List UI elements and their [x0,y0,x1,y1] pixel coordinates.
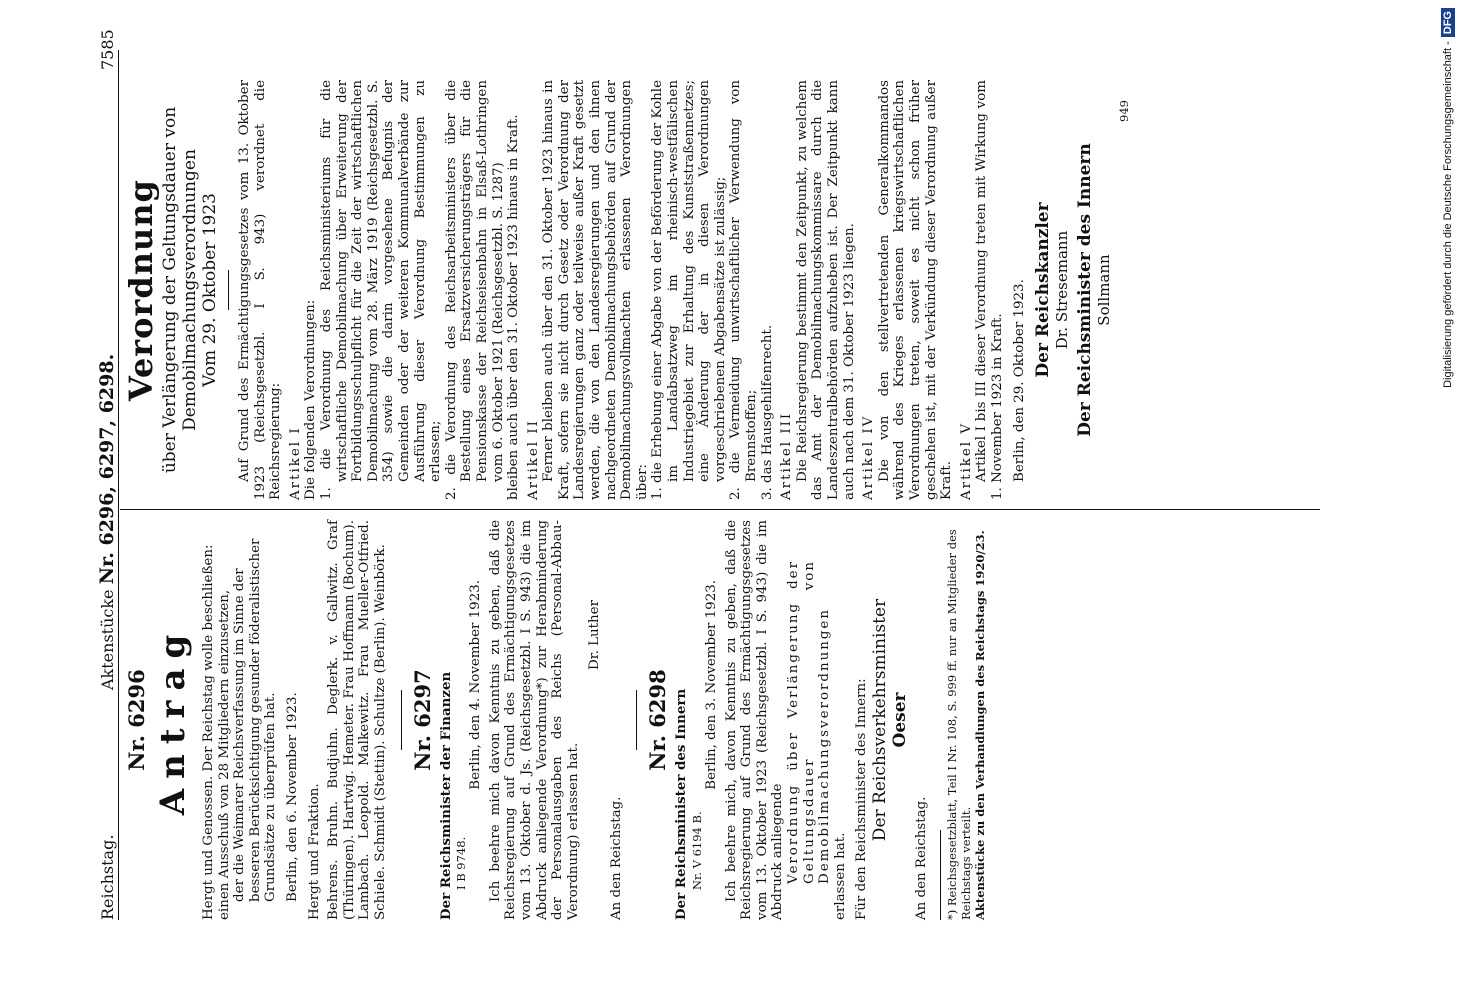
art2-item-2: 2. die Vermeidung unwirtschaftlicher Verwendung von Brennstoffen; [728,80,759,500]
doc6296-line-3: der die Weimarer Reichsverfassung im Sinne der [232,568,248,902]
sig1-title: Der Reichskanzler [1033,202,1054,378]
art1-intro: Die folgenden Verordnungen: [303,299,319,500]
verordnung-subtitle-2: Demobilmachungsverordnungen [180,149,200,431]
art1-item-1: 1. die Verordnung des Reichsministeriums für die wirtschaftliche Demobilmachung über Erweiterung der Fortbildungsschulpflicht für die Zeit der wirtschaftlichen Demobilmachung vom 28. März 1919 (Reichsgesetzbl. S. 354) sowie die darin vorgesehene Befugnis der Gemeinden oder der weiteren Kommunalverbände zur Ausführung dieser Verordnung Bestimmungen zu erlassen; [318,80,444,500]
doc6297-signature: Dr. Luther [587,600,603,671]
art4-head: Artikel IV [861,414,877,500]
footnote-line-1: *) Reichsgesetzblatt, Teil I Nr. 108, S. 999 ff. nur an Mitglieder des Reichstags verteilt. [944,529,973,920]
doc6298-number: Nr. 6298 [645,669,671,771]
separator [401,690,402,750]
doc6296-title: Antrag [153,624,193,816]
doc6297-address: An den Reichstag. [608,796,624,920]
doc6298-address: An den Reichstag. [914,796,929,920]
doc6298-text: Ich beehre mich, davon Kenntnis zu geben, daß die Reichsregierung auf Grund des Ermächtigungsgesetzes vom 13. Oktober 1923 (Reichsgesetzbl. I S. 943) die im Abdruck anliegende [723,520,786,920]
art1-end: bleiben auch über den 31. Oktober 1923 hinaus in Kraft. [506,114,522,500]
doc6296-number: Nr. 6296 [124,669,149,771]
doc6298-for-label: Für den Reichsminister des Innern: [854,678,870,920]
header-left: Reichstag. [98,834,117,920]
separator [636,690,637,750]
separator [228,270,229,310]
art5-text: Artikel I bis III dieser Verordnung treten mit Wirkung vom 1. November 1923 in Kraft. [974,80,1005,500]
doc6297-date: Berlin, den 4. November 1923. [468,580,484,790]
dfg-note-label: Digitalisierung gefördert durch die Deutsche Forschungsgemeinschaft - [1442,41,1454,388]
dfg-note-text [1438,8,1458,388]
verordnung-subtitle-1: über Verlängerung der Geltungsdauer von [160,106,180,474]
art1-head: Artikel I [287,426,303,500]
art4-text: Die von den stellvertretenden Generalkommandos während des Krieges erlassenen kriegswirtschaftlichen Verordnungen treten, soweit es nicht schon früher geschehen ist, mit der Verkündung dieser Verordnung außer Kraft. [876,80,955,500]
doc6296-date: Berlin, den 6. November 1923. [284,692,300,902]
doc6296-line-2: einen Ausschuß von 28 Mitgliedern einzusetzen, [216,589,232,920]
sig2-name: Sollmann [1095,254,1114,326]
right-column [118,80,1131,500]
doc6298-quoted: Verordnung über Verlängerung der Geltungsdauer von Demobilmachungsverordnungen [786,560,833,884]
doc6296-line-4: besseren Berücksichtigung gesunder föderalistischer [247,538,263,902]
column-divider [120,509,1320,510]
left-column [118,520,987,920]
doc6298-date: Berlin, den 3. November 1923. [704,580,720,790]
footnote-line-2: Aktenstücke zu den Verhandlungen des Reichstags 1920/23. [972,530,987,920]
dfg-note [1418,8,1454,388]
verordnung-date-line: Vom 29. Oktober 1923 [200,193,220,387]
doc6296-signers-head: Hergt und Fraktion. [306,783,322,920]
art2-head: Artikel II [525,419,541,500]
art3-text: Die Reichsregierung bestimmt den Zeitpunkt, zu welchem das Amt der Demobilmachungskommissare durch die Landeszentralbehörden aufzuheben ist. Der Zeitpunkt kann auch nach dem 31. Oktober 1923 liegen. [794,80,857,500]
doc6297-sender: Der Reichsminister der Finanzen [437,671,454,920]
footnote-rule [940,830,941,920]
header-center-prefix: Aktenstücke [98,589,117,690]
doc6297-number: Nr. 6297 [409,669,435,771]
dfg-logo: DFG [1441,8,1455,37]
art2-item-3: 3. das Hausgehilfenrecht. [759,324,775,500]
art5-head: Artikel V [958,422,974,500]
doc6296-body [201,520,279,920]
doc6298-sender: Der Reichsminister des Innern [673,688,690,920]
verordnung-preamble: Auf Grund des Ermächtigungsgesetzes vom 13. Oktober 1923 (Reichsgesetzbl. I S. 943) verordnet die Reichsregierung: [237,80,284,500]
doc6298-after: erlassen hat. [832,832,848,920]
doc6296-line-5: Grundsätze zu überprüfen hat. [263,692,279,902]
verordnung-folio: 949 [1117,100,1132,122]
page-number: 7585 [98,29,117,70]
art1-item-2: 2. die Verordnung des Reichsarbeitsministers über die Bestellung eines Ersatzversicherungsträgers für die Pensionskasse der Reichseisenbahn in Elsaß-Lothringen vom 6. Oktober 1921 (Reichsgesetzbl. S. 1287) [443,80,506,500]
doc6296-line-1: Hergt und Genossen. Der Reichstag wolle beschließen: [201,544,216,920]
header-center [96,354,118,690]
verordnung-title: Verordnung [122,179,160,401]
art2-item-1: 1. die Erhebung einer Abgabe von der Beförderung der Kohle im Landabsatzweg im rheinisch-westfälischen Industriegebiet zur Erhaltung des Kunststraßennetzes; eine Änderung der in diesen Verordnungen vorgeschriebenen Abgabensätze ist zulässig; [650,80,728,500]
doc6296-signers: Behrens. Bruhn. Budjuhn. Deglerk. v. Gallwitz. Graf (Thüringen). Hartwig. Hemeter. Frau Hoffmann (Bochum). Lambach. Leopold. Malkewitz. Frau Mueller-Otfried. Schiele. Schmidt (Stettin). Schultze (Berlin). Weinbörk. [326,520,388,920]
header-center-numbers: Nr. 6296, 6297, 6298. [96,353,118,585]
doc6298-ref: Nr. V 6194 B. [690,811,705,890]
sig2-title: Der Reichsminister des Innern [1075,143,1096,437]
doc6298-signature: Oeser [890,692,910,748]
doc6298-for-title: Der Reichsverkehrsminister [870,598,890,842]
doc6297-text: Ich beehre mich davon Kenntnis zu geben, daß die Reichsregierung auf Grund des Ermächtigungsgesetzes vom 13. Oktober d. Js. (Reichsgesetzbl. I S. 943) die im Abdruck anliegende Verordnung*) zur Herabminderung der Personalausgaben des Reichs (Personal-Abbau-Verordnung) erlassen hat. [487,520,581,920]
verordnung-place-date: Berlin, den 29. Oktober 1923. [1011,279,1027,482]
sig1-name: Dr. Stresemann [1053,230,1072,350]
art2-text: Ferner bleiben auch über den 31. Oktober 1923 hinaus in Kraft, sofern sie nicht durch Gesetz oder Verordnung der Landesregierungen ganz oder teilweise außer Kraft gesetzt werden, die von den Landesregierungen und den ihnen nachgeordneten Demobilmachungsbehörden auf Grund der Demobilmachungsvollmachten erlassenen Verordnungen über: [541,80,650,500]
doc6297-ref: I B 9748. [454,836,469,890]
art3-head: Artikel III [779,411,795,500]
